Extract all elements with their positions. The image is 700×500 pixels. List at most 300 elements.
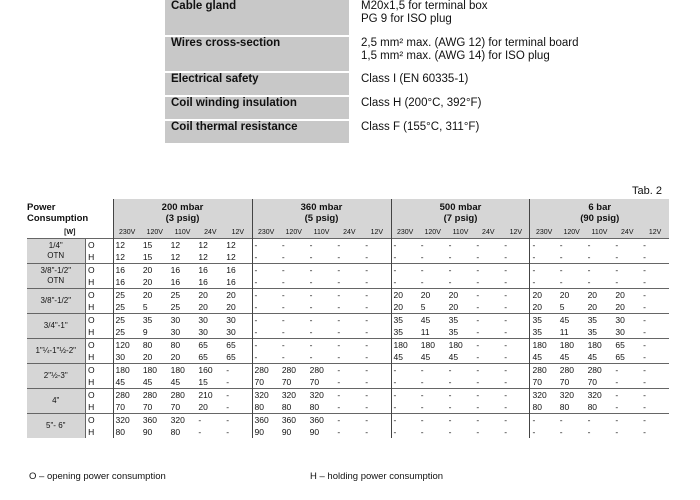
row-type-label: O (85, 289, 97, 302)
value-cell: 16 (170, 276, 181, 287)
value-cell: - (476, 351, 480, 362)
row-type-label: H (85, 376, 97, 389)
value-cell: - (420, 276, 424, 287)
value-cell: - (365, 351, 369, 362)
value-cell: - (615, 376, 619, 387)
value-cell: - (337, 351, 341, 362)
value-cell: 45 (391, 351, 419, 364)
row-type-label: O (85, 239, 97, 252)
value-cell: - (281, 251, 285, 262)
spacer-cell (97, 289, 113, 302)
spacer-cell (97, 351, 113, 364)
value-cell: - (363, 339, 391, 352)
table-row (27, 326, 669, 339)
value-cell: - (587, 276, 591, 287)
spec-value-line: 1,5 mm² max. (AWG 14) for ISO plug (361, 50, 550, 62)
value-cell: - (198, 426, 202, 437)
value-cell: - (641, 414, 669, 427)
value-cell: 12 (198, 251, 208, 262)
value-cell: - (391, 401, 419, 414)
spec-value (349, 0, 595, 36)
value-cell: 20 (586, 289, 614, 302)
value-cell: 70 (530, 376, 558, 389)
spacer-cell (97, 401, 113, 414)
value-cell: 16 (113, 276, 141, 289)
value-cell: - (502, 364, 530, 377)
value-cell: - (420, 401, 424, 412)
value-cell: - (391, 276, 419, 289)
value-cell: 20 (419, 289, 447, 302)
value-cell: 25 (113, 326, 141, 339)
table-row (27, 239, 669, 252)
value-cell: 20 (226, 301, 236, 312)
value-cell: - (419, 239, 447, 252)
row-type-label: H (85, 276, 97, 289)
value-cell: - (365, 426, 369, 437)
value-cell: - (419, 414, 447, 427)
row-type-label: H (85, 251, 97, 264)
spec-value-line: Class F (155°C, 311°F) (361, 121, 480, 133)
value-cell: - (502, 339, 530, 352)
value-cell: - (476, 326, 480, 337)
value-cell: - (476, 426, 480, 437)
table-row (27, 401, 669, 414)
pressure-group-header (113, 199, 252, 227)
value-cell: 20 (448, 301, 459, 312)
value-cell: - (474, 389, 502, 402)
value-cell: 11 (420, 326, 430, 337)
voltage-header: 24V (335, 227, 363, 239)
value-cell: 30 (198, 326, 208, 337)
value-cell: - (530, 251, 558, 264)
table-row (27, 276, 669, 289)
value-cell: 360 (252, 414, 280, 427)
table-row (27, 376, 669, 389)
value-cell: - (530, 276, 558, 289)
table-row (27, 364, 669, 377)
value-cell: 20 (587, 301, 598, 312)
value-cell: 280 (530, 364, 558, 377)
value-cell: 45 (559, 351, 570, 362)
value-cell: 20 (198, 401, 208, 412)
valve-size-line: 3/8"-1/2" (40, 266, 72, 276)
value-cell: 25 (113, 314, 141, 327)
value-cell: - (337, 326, 341, 337)
value-cell: 25 (169, 289, 197, 302)
value-cell: - (335, 239, 363, 252)
value-cell: - (281, 276, 285, 287)
value-cell: 20 (141, 264, 169, 277)
valve-size-line: 3/8"-1/2" (40, 296, 72, 306)
value-cell: 9 (142, 326, 148, 337)
value-cell: 12 (113, 239, 141, 252)
value-cell: - (252, 339, 280, 352)
row-type-label: H (85, 326, 97, 339)
value-cell: - (586, 414, 614, 427)
value-cell: - (643, 326, 647, 337)
value-cell: 180 (169, 364, 197, 377)
value-cell: - (559, 426, 563, 437)
value-cell: - (419, 364, 447, 377)
spacer-cell (97, 326, 113, 339)
value-cell: 45 (419, 314, 447, 327)
value-cell: - (615, 401, 619, 412)
value-cell: - (280, 264, 308, 277)
value-cell: 180 (558, 339, 586, 352)
value-cell: 20 (141, 289, 169, 302)
value-cell: 320 (169, 414, 197, 427)
value-cell: - (252, 289, 280, 302)
spec-row (165, 96, 595, 120)
pressure-value: 200 mbar (161, 202, 204, 213)
value-cell: 70 (281, 376, 292, 387)
row-type-label: O (85, 339, 97, 352)
value-cell: 320 (586, 389, 614, 402)
value-cell: 320 (280, 389, 308, 402)
spacer-cell (97, 339, 113, 352)
value-cell: - (615, 426, 619, 437)
value-cell: 20 (142, 351, 153, 362)
voltage-header: 24V (196, 227, 224, 239)
voltage-header: 12V (502, 227, 530, 239)
value-cell: - (586, 264, 614, 277)
value-cell: - (363, 289, 391, 302)
voltage-header: 230V (530, 227, 558, 239)
value-cell: 320 (308, 389, 336, 402)
value-cell: 80 (587, 401, 598, 412)
value-cell: - (643, 276, 647, 287)
spacer-cell (97, 264, 113, 277)
value-cell: 35 (586, 314, 614, 327)
value-cell: 65 (613, 339, 641, 352)
power-title-line2: Consumption (27, 213, 89, 224)
row-type-label: H (85, 351, 97, 364)
value-cell: - (224, 364, 252, 377)
value-cell: 35 (530, 314, 558, 327)
spec-row (165, 120, 595, 144)
value-cell: 35 (448, 326, 459, 337)
value-cell: 70 (113, 401, 141, 414)
table-row (27, 339, 669, 352)
value-cell: - (337, 251, 341, 262)
spec-value (349, 72, 595, 96)
value-cell: - (391, 426, 419, 438)
value-cell: - (558, 414, 586, 427)
value-cell: - (504, 426, 508, 437)
value-cell: - (335, 314, 363, 327)
voltage-header: 120V (280, 227, 308, 239)
value-cell: - (613, 364, 641, 377)
value-cell: 360 (308, 414, 336, 427)
value-cell: - (448, 401, 452, 412)
value-cell: 35 (391, 314, 419, 327)
value-cell: 180 (113, 364, 141, 377)
value-cell: 320 (252, 389, 280, 402)
value-cell: 80 (252, 401, 280, 414)
value-cell: 180 (419, 339, 447, 352)
value-cell: 20 (196, 289, 224, 302)
value-cell: 180 (447, 339, 475, 352)
value-cell: - (280, 289, 308, 302)
spec-label: Coil thermal resistance (165, 120, 349, 144)
table-row (27, 251, 669, 264)
valve-size (27, 364, 85, 389)
spec-value (349, 96, 595, 120)
valve-size (27, 289, 85, 314)
value-cell: - (391, 264, 419, 277)
value-cell: - (643, 351, 647, 362)
value-cell: 35 (447, 314, 475, 327)
voltage-header-row (27, 227, 669, 239)
value-cell: 16 (196, 264, 224, 277)
value-cell: - (613, 239, 641, 252)
value-cell: 20 (391, 301, 419, 314)
power-title (27, 199, 113, 227)
pressure-value: 500 mbar (439, 202, 482, 213)
value-cell: 70 (309, 376, 320, 387)
value-cell: 20 (530, 301, 558, 314)
pressure-psig: (3 psig) (165, 213, 200, 224)
spec-value-line: Class I (EN 60335-1) (361, 73, 469, 85)
value-cell: - (391, 239, 419, 252)
value-cell: - (391, 376, 419, 389)
valve-size (27, 414, 85, 439)
row-type-label: H (85, 301, 97, 314)
value-cell: - (476, 251, 480, 262)
value-cell: - (252, 264, 280, 277)
value-cell: 15 (198, 376, 208, 387)
value-cell: 320 (530, 389, 558, 402)
value-cell: 160 (196, 364, 224, 377)
spacer-cell (97, 251, 113, 264)
value-cell: - (365, 401, 369, 412)
value-cell: 280 (113, 389, 141, 402)
value-cell: - (474, 364, 502, 377)
voltage-header: 110V (169, 227, 197, 239)
value-cell: - (281, 301, 285, 312)
valve-size (27, 239, 85, 264)
value-cell: 45 (587, 351, 598, 362)
spacer-cell (97, 314, 113, 327)
value-cell: 30 (224, 314, 252, 327)
value-cell: - (613, 389, 641, 402)
value-cell: - (363, 389, 391, 402)
value-cell: - (280, 339, 308, 352)
value-cell: 20 (224, 289, 252, 302)
value-cell: 80 (559, 401, 570, 412)
spacer-cell (97, 376, 113, 389)
row-type-label: H (85, 426, 97, 438)
value-cell: 80 (169, 339, 197, 352)
value-cell: - (641, 314, 669, 327)
table-row (27, 264, 669, 277)
value-cell: 65 (198, 351, 208, 362)
value-cell: 20 (615, 301, 625, 312)
value-cell: 35 (141, 314, 169, 327)
value-cell: - (280, 239, 308, 252)
value-cell: 35 (587, 326, 598, 337)
legend-opening: O – opening power consumption (29, 471, 166, 482)
value-cell: - (337, 426, 341, 437)
voltage-header: 24V (613, 227, 641, 239)
value-cell: - (476, 301, 480, 312)
value-cell: - (365, 376, 369, 387)
value-cell: - (335, 289, 363, 302)
value-cell: - (504, 276, 508, 287)
value-cell: 210 (196, 389, 224, 402)
value-cell: 20 (142, 276, 153, 287)
value-cell: 16 (113, 264, 141, 277)
value-cell: - (643, 376, 647, 387)
pressure-value: 6 bar (588, 202, 612, 213)
value-cell: - (447, 239, 475, 252)
value-cell: - (613, 264, 641, 277)
value-cell: 20 (391, 289, 419, 302)
value-cell: 30 (226, 326, 236, 337)
value-cell: - (476, 401, 480, 412)
value-cell: 320 (558, 389, 586, 402)
value-cell: - (448, 251, 452, 262)
value-cell: - (308, 239, 336, 252)
value-cell: 16 (198, 276, 208, 287)
value-cell: 30 (196, 314, 224, 327)
value-cell: - (643, 401, 647, 412)
value-cell: - (559, 276, 563, 287)
value-cell: - (474, 339, 502, 352)
table-row (27, 351, 669, 364)
spec-value (349, 120, 595, 144)
value-cell: - (530, 414, 558, 427)
value-cell: 280 (141, 389, 169, 402)
spacer-cell (97, 426, 113, 438)
spacer-cell (97, 364, 113, 377)
valve-size-line: 1"¼-1"½-2" (35, 346, 77, 356)
value-cell: - (504, 301, 508, 312)
voltage-header: 110V (447, 227, 475, 239)
value-cell: - (308, 339, 336, 352)
value-cell: 5 (559, 301, 565, 312)
value-cell: - (335, 364, 363, 377)
value-cell: 45 (170, 376, 181, 387)
value-cell: - (613, 414, 641, 427)
value-cell: 360 (141, 414, 169, 427)
value-cell: - (502, 389, 530, 402)
value-cell: 25 (113, 301, 141, 314)
value-cell: - (558, 239, 586, 252)
value-cell: 12 (224, 239, 252, 252)
valve-size (27, 314, 85, 339)
value-cell: 20 (170, 351, 181, 362)
power-title-line1: Power (27, 202, 56, 213)
value-cell: - (252, 351, 280, 364)
value-cell: 45 (530, 351, 558, 364)
value-cell: 15 (141, 239, 169, 252)
value-cell: 25 (113, 289, 141, 302)
value-cell: - (558, 264, 586, 277)
spec-value-line: 2,5 mm² max. (AWG 12) for terminal board (361, 37, 579, 49)
value-cell: 45 (142, 376, 153, 387)
value-cell: - (615, 276, 619, 287)
value-cell: 65 (615, 351, 625, 362)
value-cell: - (474, 264, 502, 277)
row-type-label: O (85, 314, 97, 327)
value-cell: - (504, 376, 508, 387)
spacer-cell (97, 389, 113, 402)
value-cell: - (502, 264, 530, 277)
value-cell: - (447, 389, 475, 402)
value-cell: - (474, 289, 502, 302)
value-cell: - (226, 376, 230, 387)
value-cell: - (530, 264, 558, 277)
value-cell: - (474, 314, 502, 327)
value-cell: 70 (142, 401, 153, 412)
value-cell: - (224, 389, 252, 402)
table-row (27, 289, 669, 302)
value-cell: 25 (170, 301, 181, 312)
value-cell: 180 (586, 339, 614, 352)
value-cell: - (363, 414, 391, 427)
valve-size (27, 264, 85, 289)
pressure-group-header (252, 199, 391, 227)
value-cell: - (391, 251, 419, 264)
value-cell: 35 (391, 326, 419, 339)
value-cell: - (502, 239, 530, 252)
value-cell: - (447, 264, 475, 277)
spec-value-line: M20x1,5 for terminal box (361, 0, 488, 12)
value-cell: - (337, 376, 341, 387)
voltage-header: 120V (141, 227, 169, 239)
value-cell: - (309, 276, 313, 287)
pressure-psig: (5 psig) (304, 213, 339, 224)
voltage-header: 110V (308, 227, 336, 239)
value-cell: - (641, 339, 669, 352)
value-cell: - (447, 414, 475, 427)
value-cell: - (391, 414, 419, 427)
spec-row (165, 0, 595, 36)
value-cell: - (309, 326, 313, 337)
pressure-group-header (530, 199, 669, 227)
value-cell: - (641, 239, 669, 252)
spec-value (349, 36, 595, 72)
value-cell: - (365, 326, 369, 337)
value-cell: 280 (280, 364, 308, 377)
value-cell: 45 (420, 351, 431, 362)
value-cell: - (337, 301, 341, 312)
valve-size-line: 1/4" (48, 241, 63, 251)
value-cell: 45 (113, 376, 141, 389)
voltage-header: 110V (586, 227, 614, 239)
spacer-cell (97, 301, 113, 314)
value-cell: 65 (226, 351, 236, 362)
value-cell: 70 (559, 376, 570, 387)
voltage-header: 230V (113, 227, 141, 239)
value-cell: - (196, 414, 224, 427)
value-cell: - (281, 351, 285, 362)
value-cell: - (530, 239, 558, 252)
row-type-label: O (85, 264, 97, 277)
value-cell: 80 (530, 401, 558, 414)
value-cell: 70 (252, 376, 280, 389)
value-cell: 80 (113, 426, 141, 438)
spacer-cell (97, 276, 113, 289)
value-cell: 45 (448, 351, 459, 362)
value-cell: - (474, 239, 502, 252)
value-cell: - (559, 251, 563, 262)
value-cell: - (587, 426, 591, 437)
voltage-header: 120V (419, 227, 447, 239)
row-type-label: O (85, 389, 97, 402)
value-cell: - (448, 376, 452, 387)
